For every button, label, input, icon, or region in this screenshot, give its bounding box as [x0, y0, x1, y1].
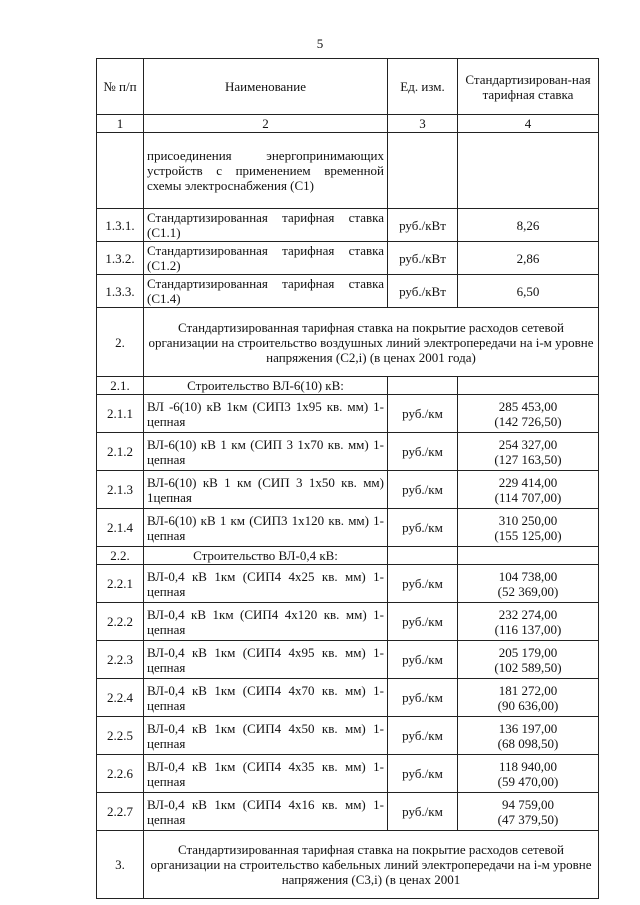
table-row	[97, 641, 599, 679]
item-name: ВЛ-0,4 кВ 1км (СИП4 4х16 кв. мм) 1- цепная	[144, 793, 388, 831]
index-cell: 3	[388, 115, 458, 133]
header-num: № п/п	[97, 59, 144, 115]
continuation-row	[97, 133, 599, 209]
row-number: 1.3.1.	[97, 209, 144, 242]
value-secondary: (114 707,00)	[494, 489, 562, 505]
value-main: 104 738,00	[498, 568, 558, 584]
unit-cell: руб./км	[388, 471, 458, 509]
row-number: 2.	[97, 308, 144, 377]
item-name: Стандартизированная тарифная ставка (С1.1)	[144, 209, 388, 242]
value-main: 118 940,00	[498, 758, 558, 774]
table-row	[97, 565, 599, 603]
value-main: 205 179,00	[498, 644, 558, 660]
tariff-table	[96, 58, 599, 899]
value-secondary: (155 125,00)	[494, 527, 562, 543]
header-unit: Ед. изм.	[388, 59, 458, 115]
unit-cell: руб./кВт	[388, 275, 458, 308]
value-cell	[458, 209, 599, 242]
subsection-title: Строительство ВЛ-0,4 кВ:	[144, 547, 388, 565]
value-cell	[458, 395, 599, 433]
item-name: присоединения энергопринимающих устройств с применением временной схемы электроснабжения (С1)	[144, 133, 388, 209]
value-secondary: (102 589,50)	[494, 659, 562, 675]
table-row	[97, 471, 599, 509]
table-row	[97, 509, 599, 547]
subsection-title: Строительство ВЛ-6(10) кВ:	[144, 377, 388, 395]
table-row	[97, 793, 599, 831]
item-name: ВЛ-0,4 кВ 1км (СИП4 4х70 кв. мм) 1- цепная	[144, 679, 388, 717]
value-cell	[458, 679, 599, 717]
table-row	[97, 755, 599, 793]
value-secondary: (47 379,50)	[497, 811, 559, 827]
index-cell: 1	[97, 115, 144, 133]
value-cell	[458, 603, 599, 641]
row-number: 2.2.7	[97, 793, 144, 831]
value-main: 181 272,00	[498, 682, 558, 698]
item-name: Стандартизированная тарифная ставка (С1.4)	[144, 275, 388, 308]
item-name: ВЛ-0,4 кВ 1км (СИП4 4х50 кв. мм) 1- цепная	[144, 717, 388, 755]
table-row	[97, 395, 599, 433]
value-cell	[458, 547, 599, 565]
row-number: 2.2.6	[97, 755, 144, 793]
unit-cell: руб./км	[388, 679, 458, 717]
row-number: 2.2.1	[97, 565, 144, 603]
item-name: ВЛ-6(10) кВ 1 км (СИП 3 1х50 кв. мм) 1цепная	[144, 471, 388, 509]
unit-cell: руб./км	[388, 793, 458, 831]
unit-cell	[388, 377, 458, 395]
value-secondary: (142 726,50)	[494, 413, 562, 429]
section-title: Стандартизированная тарифная ставка на покрытие расходов сетевой организации на строительство кабельных линий электропередачи на i-м уровне напряжения (С3,i) (в ценах 2001	[144, 831, 599, 899]
unit-cell	[388, 133, 458, 209]
value-cell	[458, 641, 599, 679]
row-number: 1.3.3.	[97, 275, 144, 308]
unit-cell: руб./км	[388, 717, 458, 755]
tariff-table-body	[97, 59, 599, 899]
subsection-row	[97, 377, 599, 395]
value-cell	[458, 471, 599, 509]
unit-cell: руб./кВт	[388, 209, 458, 242]
value-main: 254 327,00	[498, 436, 558, 452]
header-row	[97, 59, 599, 115]
value-main: 8,26	[516, 217, 540, 233]
value-cell	[458, 275, 599, 308]
table-row	[97, 433, 599, 471]
row-number: 2.1.1	[97, 395, 144, 433]
table-row	[97, 275, 599, 308]
unit-cell: руб./км	[388, 395, 458, 433]
value-cell	[458, 377, 599, 395]
item-name: ВЛ-0,4 кВ 1км (СИП4 4х120 кв. мм) 1- цепная	[144, 603, 388, 641]
value-secondary: (116 137,00)	[494, 621, 562, 637]
value-cell	[458, 133, 599, 209]
subsection-row	[97, 547, 599, 565]
item-name: Стандартизированная тарифная ставка (С1.2)	[144, 242, 388, 275]
table-row	[97, 209, 599, 242]
index-cell: 2	[144, 115, 388, 133]
table-row	[97, 679, 599, 717]
item-name: ВЛ-6(10) кВ 1 км (СИП3 1х120 кв. мм) 1-цепная	[144, 509, 388, 547]
value-cell	[458, 565, 599, 603]
value-main: 136 197,00	[498, 720, 558, 736]
value-main: 6,50	[516, 283, 540, 299]
row-number	[97, 133, 144, 209]
row-number: 2.2.	[97, 547, 144, 565]
row-number: 2.2.3	[97, 641, 144, 679]
unit-cell: руб./км	[388, 641, 458, 679]
item-name: ВЛ-6(10) кВ 1 км (СИП 3 1х70 кв. мм) 1-цепная	[144, 433, 388, 471]
value-main: 232 274,00	[498, 606, 558, 622]
unit-cell: руб./км	[388, 603, 458, 641]
index-cell: 4	[458, 115, 599, 133]
value-secondary: (52 369,00)	[497, 583, 559, 599]
unit-cell: руб./км	[388, 433, 458, 471]
value-cell	[458, 755, 599, 793]
item-name: ВЛ-0,4 кВ 1км (СИП4 4х35 кв. мм) 1- цепная	[144, 755, 388, 793]
row-number: 2.1.3	[97, 471, 144, 509]
row-number: 1.3.2.	[97, 242, 144, 275]
item-name: ВЛ-0,4 кВ 1км (СИП4 4х25 кв. мм) 1- цепная	[144, 565, 388, 603]
index-row	[97, 115, 599, 133]
value-secondary: (68 098,50)	[497, 735, 559, 751]
value-main: 229 414,00	[498, 474, 558, 490]
value-secondary: (59 470,00)	[497, 773, 559, 789]
value-cell	[458, 717, 599, 755]
value-cell	[458, 509, 599, 547]
row-number: 2.1.4	[97, 509, 144, 547]
table-row	[97, 603, 599, 641]
value-main: 94 759,00	[502, 796, 554, 812]
value-main: 310 250,00	[498, 512, 558, 528]
unit-cell	[388, 547, 458, 565]
row-number: 2.1.	[97, 377, 144, 395]
section-title: Стандартизированная тарифная ставка на покрытие расходов сетевой организации на строительство воздушных линий электропередачи на i-м уровне напряжения (С2,i) (в ценах 2001 года)	[144, 308, 599, 377]
unit-cell: руб./км	[388, 509, 458, 547]
page-number: 5	[316, 36, 324, 51]
unit-cell: руб./км	[388, 565, 458, 603]
value-cell	[458, 242, 599, 275]
table-row	[97, 242, 599, 275]
unit-cell: руб./км	[388, 755, 458, 793]
header-name: Наименование	[144, 59, 388, 115]
row-number: 2.2.5	[97, 717, 144, 755]
section-row	[97, 308, 599, 377]
value-main: 285 453,00	[498, 398, 558, 414]
row-number: 3.	[97, 831, 144, 899]
section-row	[97, 831, 599, 899]
item-name: ВЛ-0,4 кВ 1км (СИП4 4х95 кв. мм) 1- цепная	[144, 641, 388, 679]
value-cell	[458, 793, 599, 831]
row-number: 2.1.2	[97, 433, 144, 471]
item-name: ВЛ -6(10) кВ 1км (СИП3 1х95 кв. мм) 1-цепная	[144, 395, 388, 433]
row-number: 2.2.2	[97, 603, 144, 641]
unit-cell: руб./кВт	[388, 242, 458, 275]
value-main: 2,86	[516, 250, 540, 266]
row-number: 2.2.4	[97, 679, 144, 717]
value-cell	[458, 433, 599, 471]
header-value: Стандартизирован-ная тарифная ставка	[458, 59, 599, 115]
value-secondary: (127 163,50)	[494, 451, 562, 467]
table-row	[97, 717, 599, 755]
value-secondary: (90 636,00)	[497, 697, 559, 713]
